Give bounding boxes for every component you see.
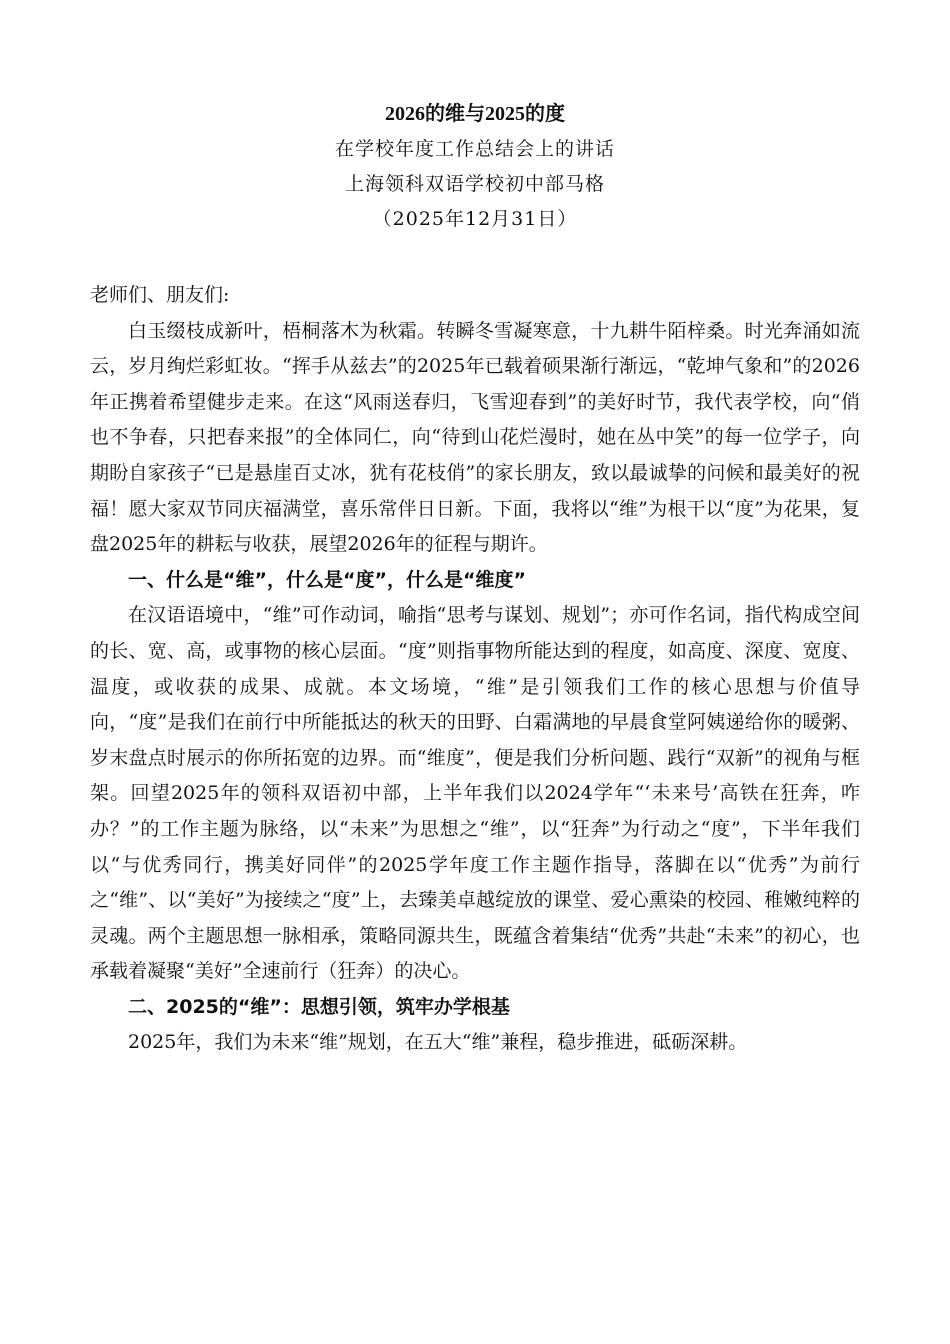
document-title: 2026的维与2025的度 — [385, 103, 565, 125]
paragraph-2025-plan: 2025年，我们为未来“维”规划，在五大“维”兼程，稳步推进，砥砺深耕。 — [128, 1031, 748, 1054]
greeting: 老师们、朋友们: — [90, 284, 230, 306]
document-date: （2025年12月31日） — [372, 208, 578, 230]
document-author: 上海领科双语学校初中部马格 — [344, 173, 605, 195]
document-subtitle: 在学校年度工作总结会上的讲话 — [334, 138, 615, 160]
section-heading-2: 二、2025的“维”：思想引领，筑牢办学根基 — [128, 995, 510, 1018]
document-header — [90, 96, 860, 237]
paragraph-definition: 在汉语语境中，“维”可作动词，喻指“思考与谋划、规划”；亦可作名词，指代构成空间的长、宽、高，或事物的核心层面。“度”则指事物所能达到的程度，如高度、深度、宽度、温度，或收获的成果、成就。本文场境，“维”是引领我们工作的核心思想与价值导向，“度”是我们在前行中所能抵达的秋天的田野、白霜满地的早晨食堂阿姨递给你的暖粥、岁末盘点时展示的你所拓宽的边界。而“维度”，便是我们分析问题、践行“双新”的视角与框架。回望2025年的领科双语初中部，上半年我们以2024学年“‘未来号’高铁在狂奔，咋办？”的工作主题为脉络，以“未来”为思想之“维”，以“狂奔”为行动之“度”，下半年我们以“与优秀同行，携美好同伴”的2025学年度工作主题作指导，落脚在以“优秀”为前行之“维”、以“美好”为接续之“度”上，去臻美卓越绽放的课堂、爱心熏染的校园、稚嫩纯粹的灵魂。两个主题思想一脉相承，策略同源共生，既蕴含着集结“优秀”共赴“未来”的初心，也承载着凝聚“美好”全速前行（狂奔）的决心。 — [90, 604, 860, 983]
document-body — [90, 278, 860, 1061]
section-heading-1: 一、什么是“维”，什么是“度”，什么是“维度” — [128, 568, 526, 591]
paragraph-opening: 白玉缀枝成新叶，梧桐落木为秋霜。转瞬冬雪凝寒意，十九耕牛陌梓桑。时光奔涌如流云，岁月绚烂彩虹妆。“挥手从兹去”的2025年已载着硕果渐行渐远，“乾坤气象和”的2026年正携着希望健步走来。在这“风雨送春归，飞雪迎春到”的美好时节，我代表学校，向“俏也不争春，只把春来报”的全体同仁，向“待到山花烂漫时，她在丛中笑”的每一位学子，向期盼自家孩子“已是悬崖百丈冰，犹有花枝俏”的家长朋友，致以最诚挚的问候和最美好的祝福！愿大家双节同庆福满堂，喜乐常伴日日新。下面，我将以“维”为根干以“度”为花果，复盘2025年的耕耘与收获，展望2026年的征程与期许。 — [90, 319, 860, 556]
